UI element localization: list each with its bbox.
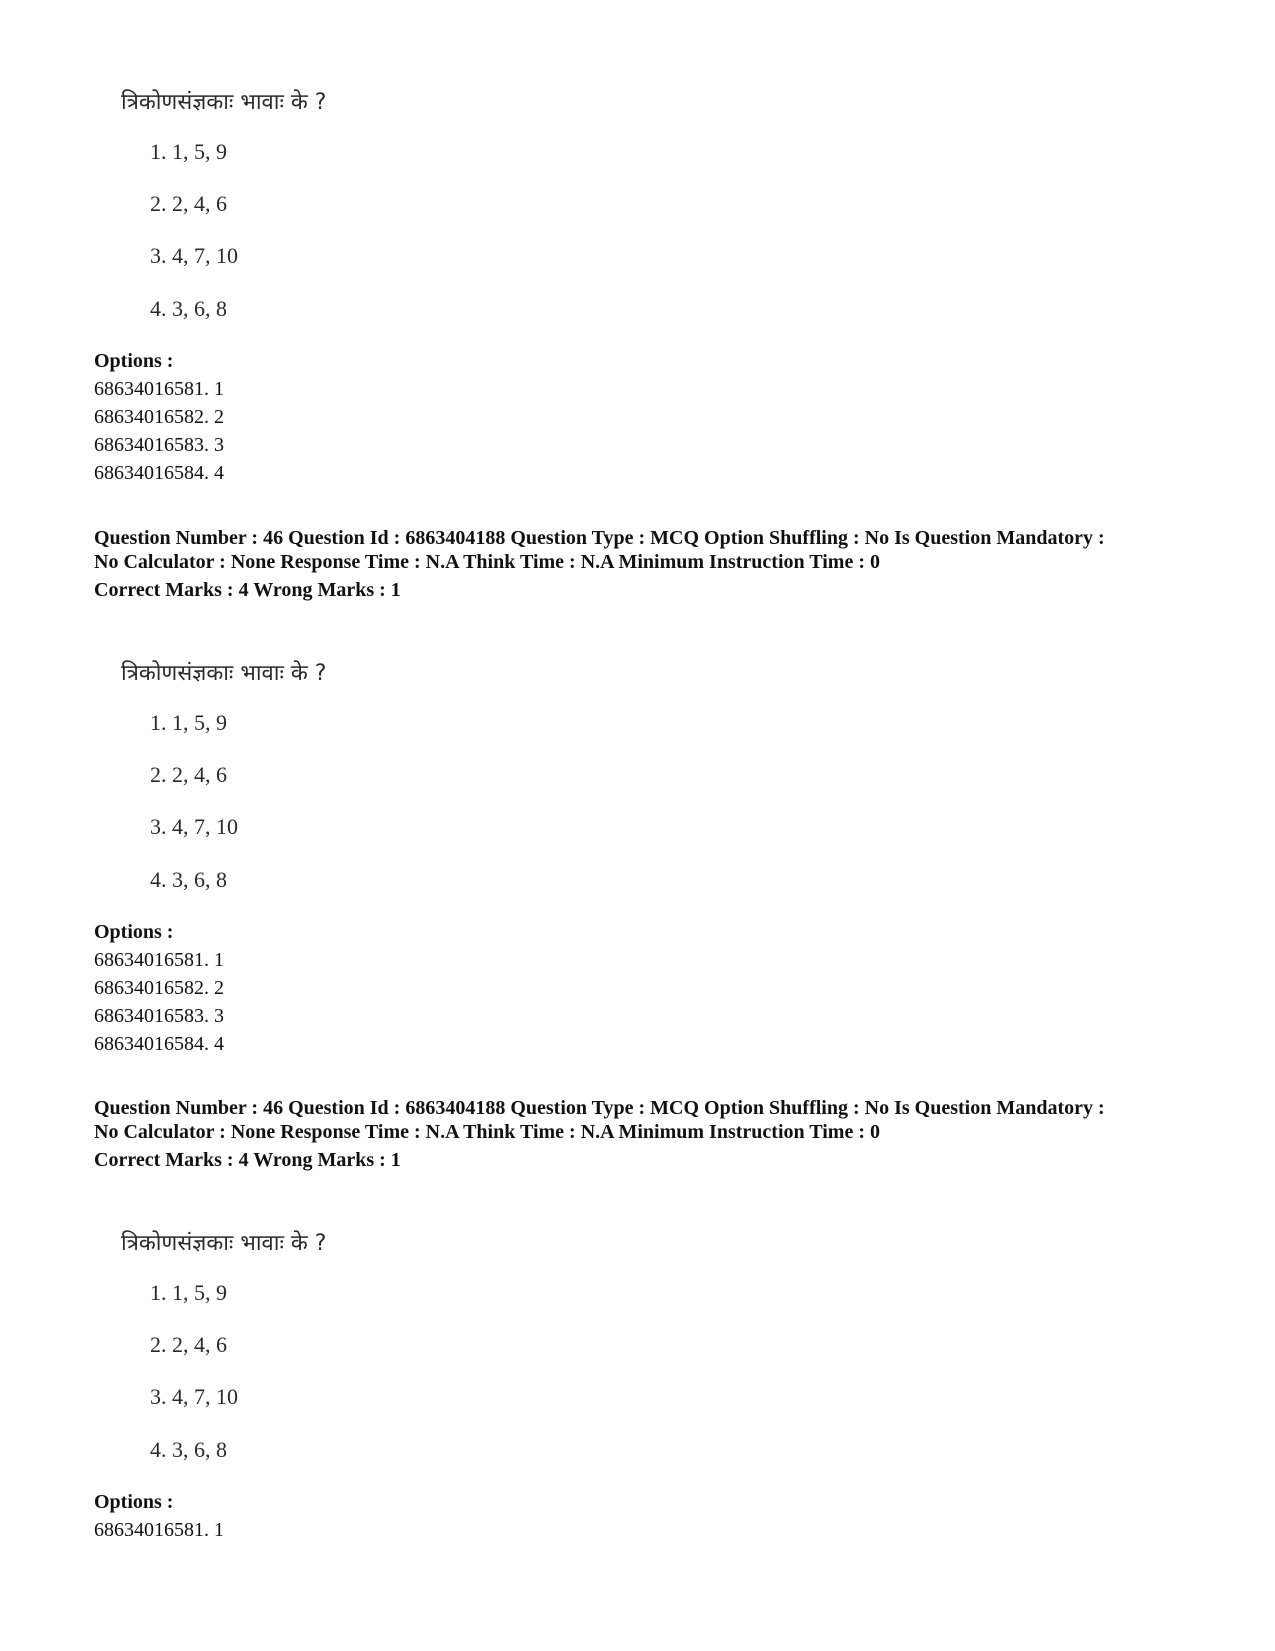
question-text: त्रिकोणसंज्ञकाः भावाः के ? [121, 1231, 327, 1256]
marks-line: Correct Marks : 4 Wrong Marks : 1 [94, 579, 401, 601]
option-line: 68634016583. 3 [94, 434, 224, 456]
choice-item: 3. 4, 7, 10 [150, 814, 238, 839]
options-heading: Options : [94, 921, 174, 943]
choice-item: 4. 3, 6, 8 [150, 867, 227, 892]
meta-line-2: No Calculator : None Response Time : N.A Think Time : N.A Minimum Instruction Time : 0 [94, 551, 880, 573]
question-text: त्रिकोणसंज्ञकाः भावाः के ? [121, 90, 327, 115]
choice-item: 4. 3, 6, 8 [150, 1437, 227, 1462]
choice-item: 1. 1, 5, 9 [150, 1280, 227, 1305]
choice-item: 1. 1, 5, 9 [150, 710, 227, 735]
option-line: 68634016582. 2 [94, 977, 224, 999]
choice-item: 4. 3, 6, 8 [150, 296, 227, 321]
options-heading: Options : [94, 350, 174, 372]
choice-item: 2. 2, 4, 6 [150, 191, 227, 216]
meta-line-1: Question Number : 46 Question Id : 6863404188 Question Type : MCQ Option Shuffling : No Is Question Mandatory : [94, 527, 1105, 549]
option-line: 68634016584. 4 [94, 462, 224, 484]
marks-line: Correct Marks : 4 Wrong Marks : 1 [94, 1149, 401, 1171]
options-heading: Options : [94, 1491, 174, 1513]
choice-item: 2. 2, 4, 6 [150, 1332, 227, 1357]
question-meta [94, 1096, 1204, 1172]
meta-line-2: No Calculator : None Response Time : N.A Think Time : N.A Minimum Instruction Time : 0 [94, 1121, 880, 1143]
option-line: 68634016581. 1 [94, 949, 224, 971]
choice-item: 3. 4, 7, 10 [150, 1384, 238, 1409]
option-line: 68634016583. 3 [94, 1005, 224, 1027]
meta-line-1: Question Number : 46 Question Id : 6863404188 Question Type : MCQ Option Shuffling : No Is Question Mandatory : [94, 1097, 1105, 1119]
option-line: 68634016584. 4 [94, 1033, 224, 1055]
option-line: 68634016581. 1 [94, 378, 224, 400]
option-line: 68634016581. 1 [94, 1519, 224, 1541]
option-line: 68634016582. 2 [94, 406, 224, 428]
question-text: त्रिकोणसंज्ञकाः भावाः के ? [121, 661, 327, 686]
choice-item: 3. 4, 7, 10 [150, 243, 238, 268]
choice-item: 2. 2, 4, 6 [150, 762, 227, 787]
choice-item: 1. 1, 5, 9 [150, 139, 227, 164]
question-meta [94, 526, 1204, 602]
